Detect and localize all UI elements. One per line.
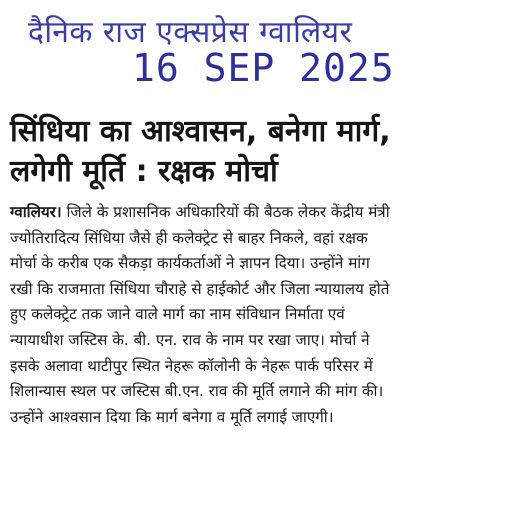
body-line-1-text: जिले के प्रशासनिक अधिकारियों की बैठक लेकर केंद्रीय मंत्री xyxy=(61,203,390,221)
article-body xyxy=(10,200,500,430)
body-line-7: इसके अलावा थाटीपुर स्थित नेहरू कॉलोनी के नेहरू पार्क परिसर में xyxy=(10,356,373,375)
news-article xyxy=(10,112,500,430)
body-line-9: उन्होंने आश्वसान दिया कि मार्ग बनेगा व मूर्ति लगाई जाएगी। xyxy=(10,407,334,426)
article-dateline: ग्वालियर। xyxy=(10,203,62,221)
publication-date-stamp: 16 SEP 2025 xyxy=(132,46,395,90)
body-line-4: रखी कि राजमाता सिंधिया चौराहे से हाईकोर्ट और जिला न्यायालय होते xyxy=(10,279,390,298)
body-line-2: ज्योतिरादित्य सिंधिया जैसे ही कलेक्ट्रेट से बाहर निकले, वहां रक्षक xyxy=(10,228,368,247)
newspaper-source-stamp: दैनिक राज एक्सप्रेस ग्वालियर xyxy=(28,15,353,50)
headline-line-2: लगेगी मूर्ति : रक्षक मोर्चा xyxy=(10,154,278,189)
body-line-3: मोर्चा के करीब एक सैकड़ा कार्यकर्ताओं ने ज्ञापन दिया। उन्होंने मांग xyxy=(10,254,370,273)
headline-line-1: सिंधिया का आश्वासन, बनेगा मार्ग, xyxy=(10,114,391,149)
date-stamp xyxy=(0,0,506,100)
body-line-5: हुए कलेक्ट्रेट तक जाने वाले मार्ग का नाम संविधान निर्माता एवं xyxy=(10,305,345,324)
body-line-1 xyxy=(10,200,500,226)
article-headline xyxy=(10,112,500,192)
body-line-6: न्यायाधीश जस्टिस के. बी. एन. राव के नाम पर रखा जाए। मोर्चा ने xyxy=(10,330,370,349)
body-line-8: शिलान्यास स्थल पर जस्टिस बी.एन. राव की मूर्ति लगाने की मांग की। xyxy=(10,382,384,401)
